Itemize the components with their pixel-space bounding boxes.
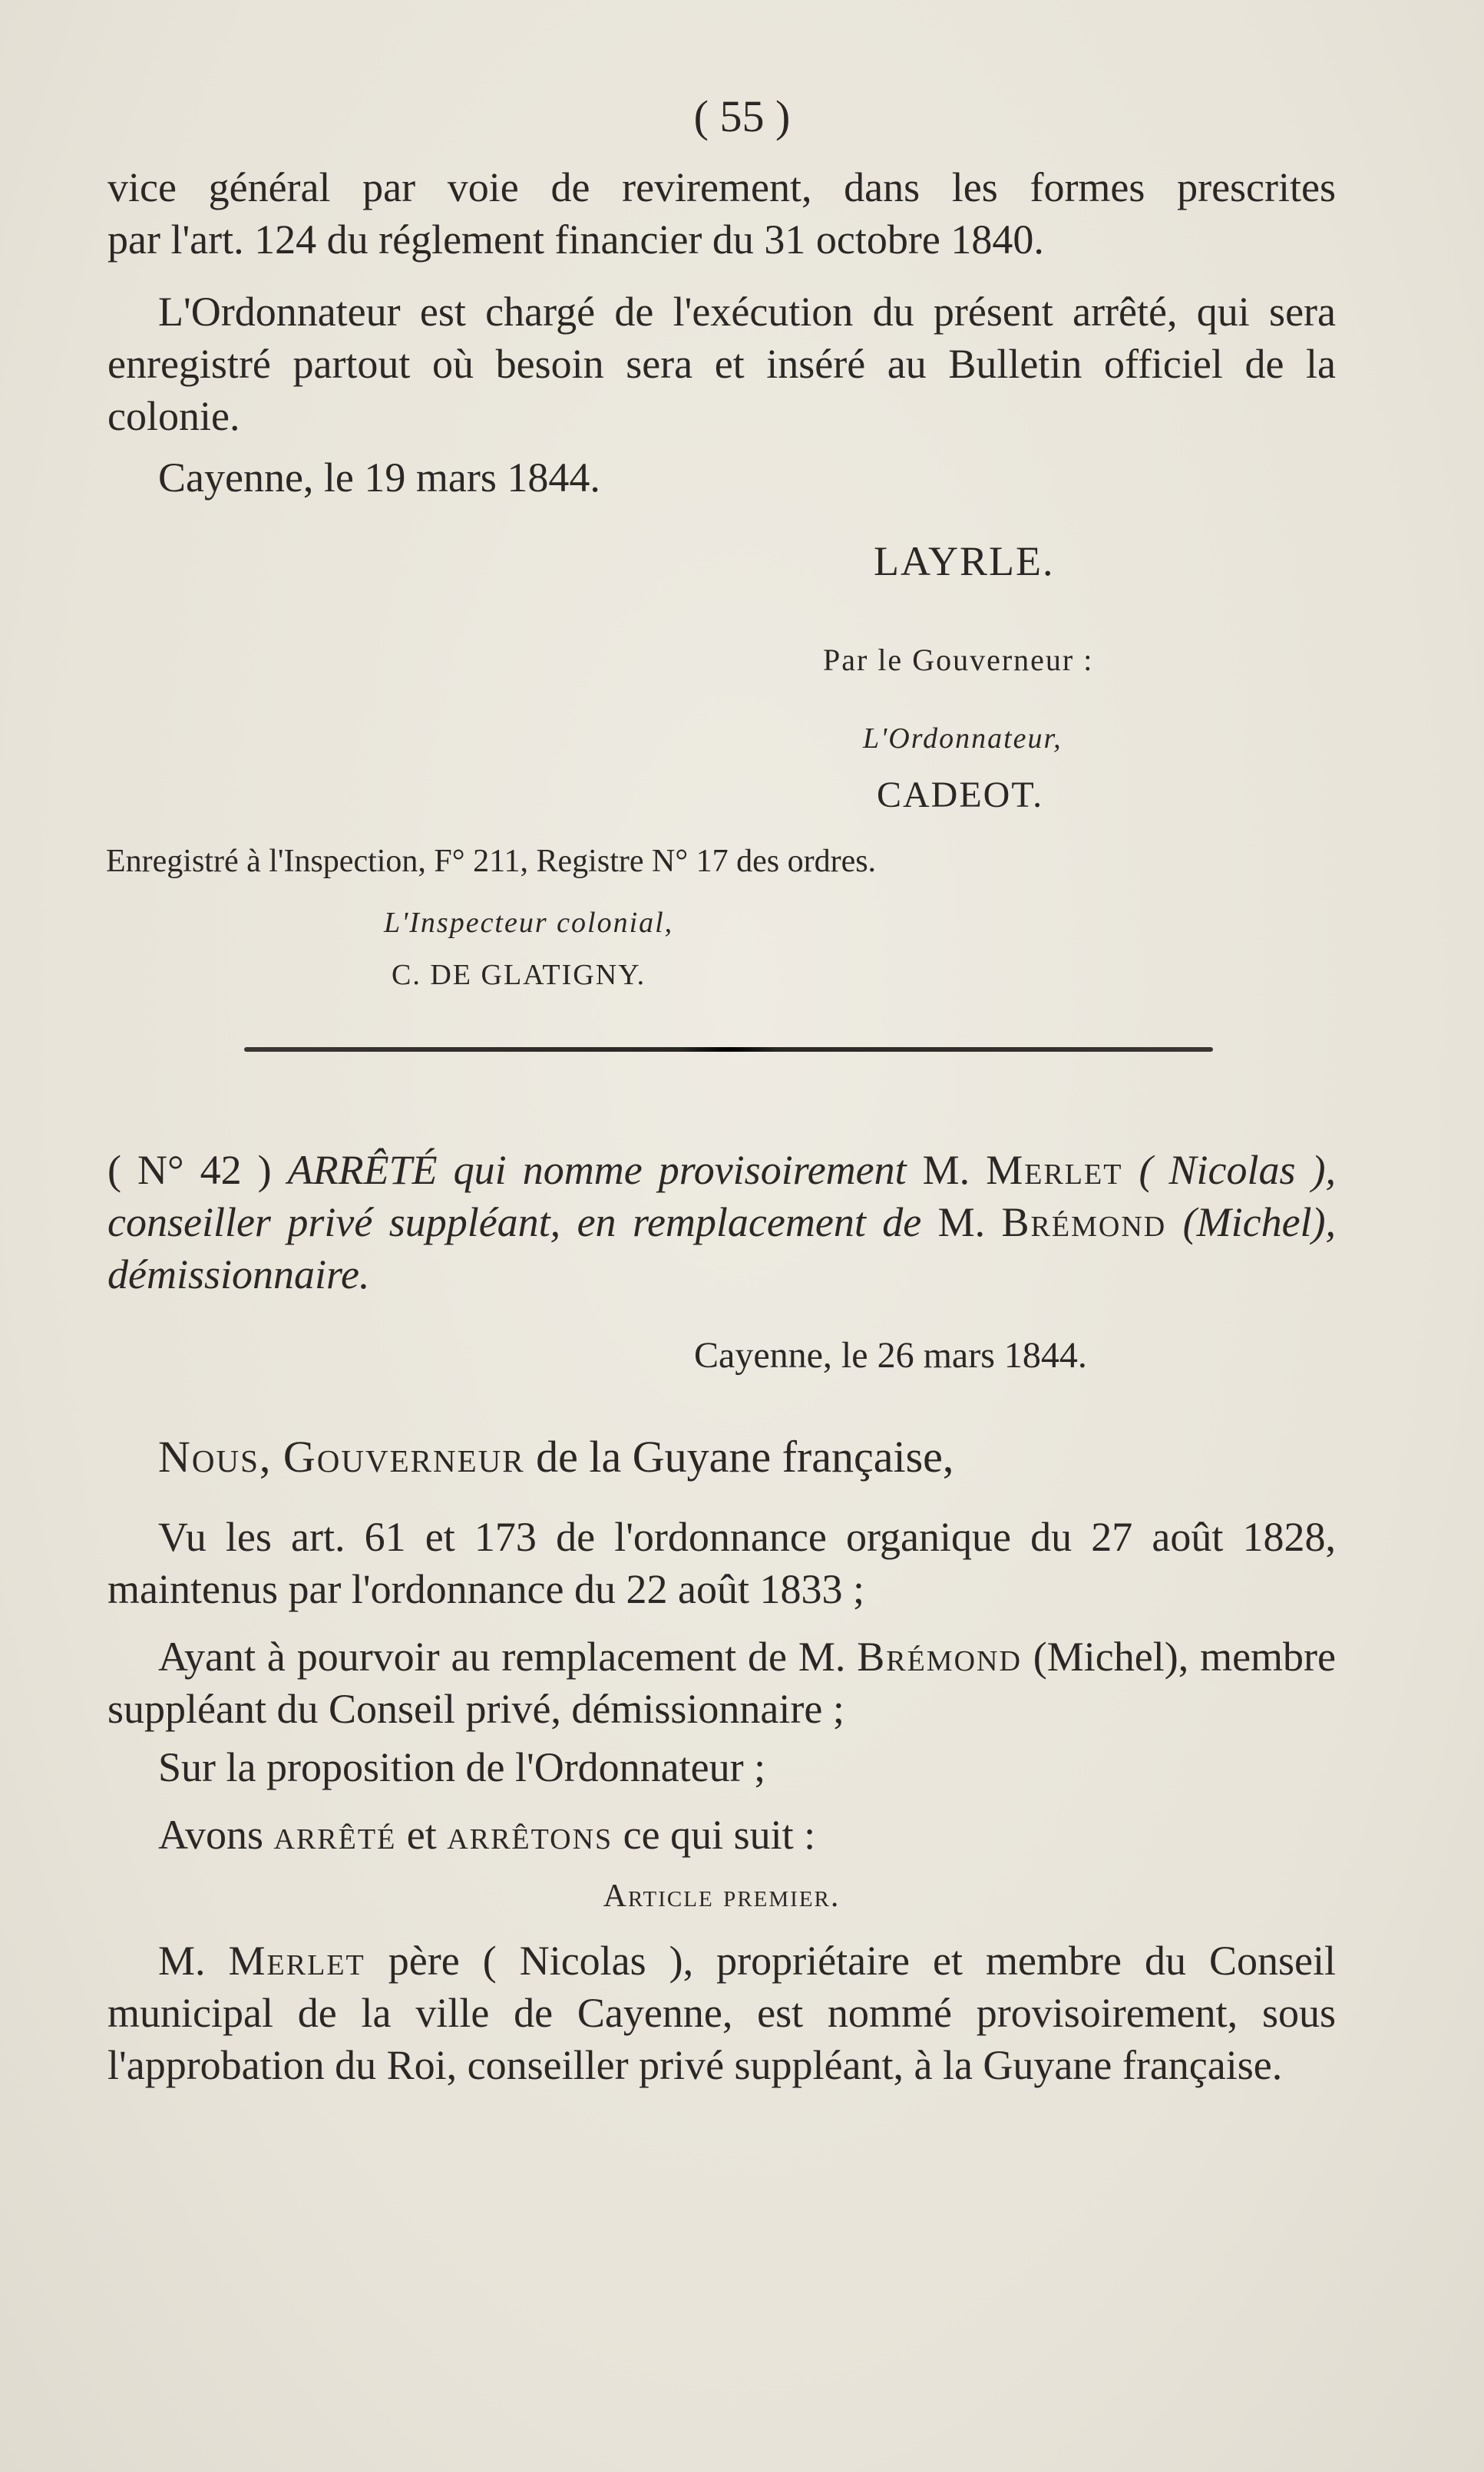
decree-arrete-word: arrêté bbox=[273, 1812, 397, 1858]
arrete-first-nicolas: ( Nicolas ), bbox=[1139, 1147, 1336, 1193]
decree-arretons-word: arrêtons bbox=[447, 1812, 613, 1858]
arrete-first-michel: (Michel), bbox=[1182, 1199, 1337, 1245]
signature-layrle: LAYRLE. bbox=[874, 538, 1055, 584]
inspector-title: L'Inspecteur colonial, bbox=[384, 907, 674, 939]
arrete-name-bremond: Brémond bbox=[1001, 1199, 1167, 1245]
arrete-name-merlet: Merlet bbox=[986, 1147, 1123, 1193]
arrete-title-word: ARRÊTÉ bbox=[287, 1147, 438, 1193]
decree-ayant: Ayant à pourvoir au remplacement de M. Brémond (Michel), membre suppléant du Conseil privé, démissionnaire ; bbox=[107, 1634, 1336, 1732]
arrete-title-mid: qui nomme provisoirement bbox=[453, 1147, 907, 1193]
article-heading: Article premier. bbox=[603, 1879, 841, 1914]
inspector-name: C. DE GLATIGNY. bbox=[392, 959, 646, 991]
arrete-heading bbox=[107, 1144, 1336, 1300]
execution-paragraph: L'Ordonnateur est chargé de l'exécution du présent arrêté, qui sera enregistré partout où besoin sera et inséré au Bulletin officiel de la colonie. bbox=[107, 289, 1336, 439]
arrete-m1: M. bbox=[922, 1147, 970, 1193]
date-line-1: Cayenne, le 19 mars 1844. bbox=[158, 454, 600, 501]
section-divider bbox=[244, 1047, 1213, 1052]
decree-nous: Nous, Gouverneur de la Guyane française, bbox=[158, 1432, 954, 1482]
arrete-role: conseiller privé suppléant, en remplacement de bbox=[107, 1199, 922, 1245]
ordonnateur-title: L'Ordonnateur, bbox=[863, 722, 1063, 755]
par-le-gouverneur: Par le Gouverneur : bbox=[823, 643, 1094, 677]
ordonnateur-name: CADEOT. bbox=[877, 775, 1044, 815]
decree-vu: Vu les art. 61 et 173 de l'ordonnance organique du 27 août 1828, maintenus par l'ordonnance du 22 août 1833 ; bbox=[107, 1514, 1336, 1612]
intro-line-1: vice général par voie de revirement, dans les formes prescrites bbox=[107, 164, 1336, 210]
article-name-merlet: Merlet bbox=[228, 1938, 365, 1984]
intro-line-2: par l'art. 124 du réglement financier du 31 octobre 1840. bbox=[107, 216, 1044, 263]
arrete-suffix: démissionnaire. bbox=[107, 1251, 370, 1297]
arrete-number: ( N° 42 ) bbox=[107, 1147, 272, 1193]
arrete-m2: M. bbox=[937, 1199, 986, 1245]
intro-paragraph bbox=[107, 161, 1336, 266]
page-number: ( 55 ) bbox=[693, 91, 791, 141]
article-body: M. Merlet père ( Nicolas ), propriétaire et membre du Conseil municipal de la ville de Cayenne, est nommé provisoirement, sous l'approbation du Roi, conseiller privé suppléant, à la Guyane française. bbox=[107, 1938, 1336, 2088]
decree-gouverneur: Gouverneur bbox=[283, 1432, 525, 1482]
decree-sur: Sur la proposition de l'Ordonnateur ; bbox=[158, 1744, 766, 1790]
registration-text: Enregistré à l'Inspection, F° 211, Registre N° 17 des ordres. bbox=[106, 844, 877, 879]
decree-ayant-name: Brémond bbox=[857, 1634, 1022, 1680]
arrete-date: Cayenne, le 26 mars 1844. bbox=[694, 1335, 1087, 1376]
decree-avons: Avons arrêté et arrêtons ce qui suit : bbox=[158, 1812, 816, 1858]
